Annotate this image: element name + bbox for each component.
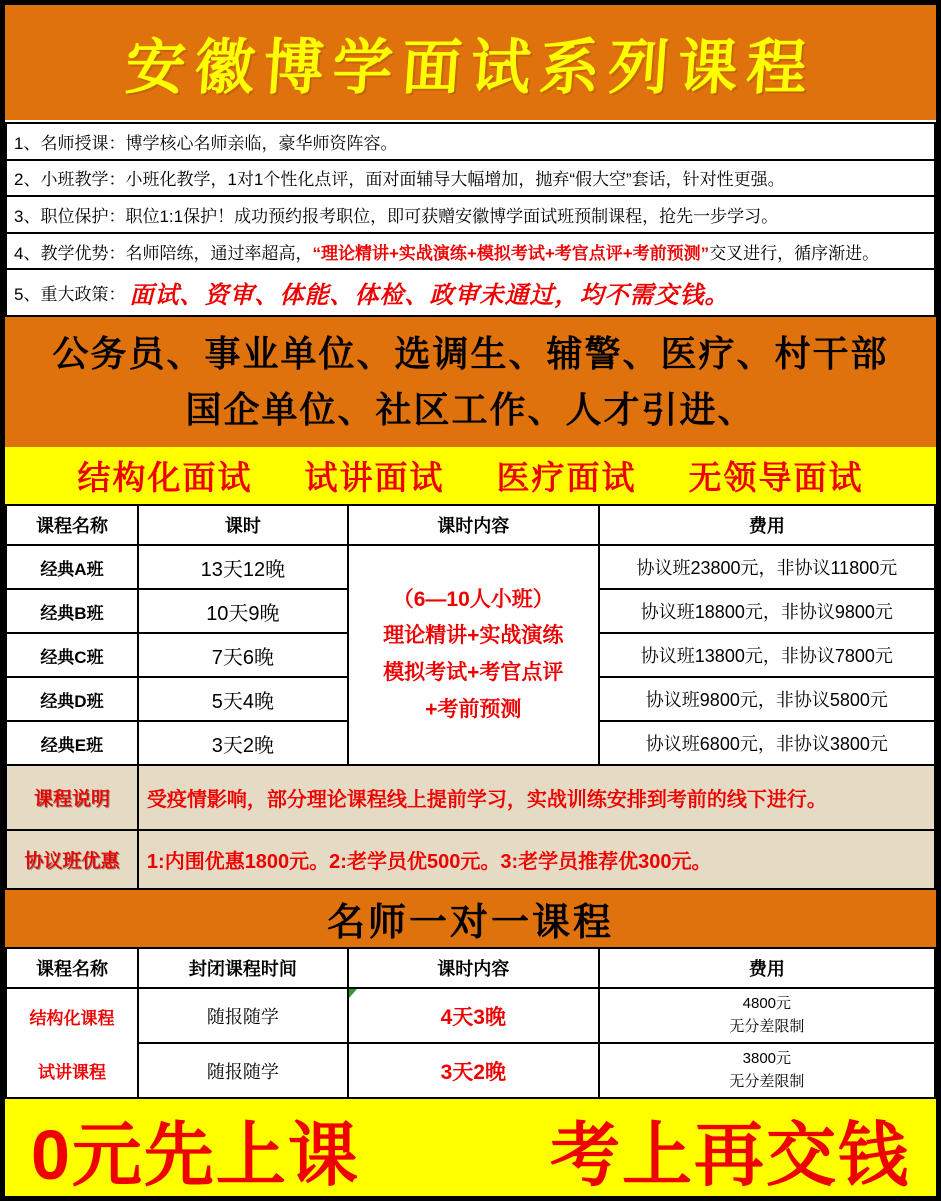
page-title: 安徽博学面试系列课程	[122, 33, 818, 101]
header-banner	[5, 5, 936, 122]
feature-item-3	[5, 195, 936, 232]
course-time: 随报随学	[138, 988, 348, 1043]
course-hours: 7天6晚	[138, 633, 348, 677]
course-content	[348, 988, 599, 1043]
one-on-one-table	[5, 947, 936, 1099]
course-content	[348, 1043, 599, 1098]
header-cell-fee: 费用	[599, 948, 935, 988]
course-fee	[599, 1043, 935, 1098]
feature-text: 4、教学优势：名师陪练，通过率超高，	[14, 243, 313, 263]
course-content-text: 4天3晚	[440, 1005, 506, 1029]
fee-amount: 4800元	[742, 995, 792, 1012]
course-name: 结构化课程	[29, 1008, 115, 1028]
course-name: 经典E班	[6, 721, 138, 765]
feature-item-1	[5, 122, 936, 159]
note-text: 受疫情影响，部分理论课程线上提前学习，实战训练安排到考前的线下进行。	[138, 765, 935, 830]
one-on-one-banner	[5, 890, 936, 947]
feature-item-5	[5, 268, 936, 317]
feature-item-2	[5, 159, 936, 196]
one-on-one-row-1	[6, 988, 935, 1043]
course-fee: 协议班9800元，非协议5800元	[599, 677, 935, 721]
content-line-4: +考前预测	[425, 697, 522, 721]
fee-note: 无分差限制	[729, 1017, 805, 1035]
course-hours: 5天4晚	[138, 677, 348, 721]
note-text: 1:内围优惠1800元。2:老学员优500元。3:老学员推荐优300元。	[138, 830, 935, 889]
note-row-discount	[6, 830, 935, 889]
header-cell-time: 封闭课程时间	[138, 948, 348, 988]
feature-text: 5、重大政策：	[14, 285, 126, 305]
course-fee: 协议班18800元，非协议9800元	[599, 589, 935, 633]
course-hours: 3天2晚	[138, 721, 348, 765]
header-cell-name: 课程名称	[6, 505, 138, 545]
course-fee: 协议班6800元，非协议3800元	[599, 721, 935, 765]
header-cell-hours: 课时	[138, 505, 348, 545]
feature-text: 1、名师授课：博学核心名师亲临，豪华师资阵容。	[14, 133, 398, 153]
course-name: 经典C班	[6, 633, 138, 677]
bottom-banner	[5, 1099, 936, 1200]
table-header-row	[6, 505, 935, 545]
header-cell-content: 课时内容	[348, 948, 599, 988]
course-fee: 协议班13800元，非协议7800元	[599, 633, 935, 677]
course-fee	[599, 988, 935, 1043]
course-hours: 13天12晚	[138, 545, 348, 589]
jobs-line-1: 公务员、事业单位、选调生、辅警、医疗、村干部	[52, 333, 889, 375]
table-header-row	[6, 948, 935, 988]
interview-type-4: 无领导面试	[688, 459, 864, 496]
one-on-one-title: 名师一对一课程	[326, 902, 614, 944]
content-line-2: 理论精讲+实战演练	[383, 624, 564, 648]
course-fee: 协议班23800元，非协议11800元	[599, 545, 935, 589]
note-label: 课程说明	[6, 765, 138, 830]
content-line-3: 模拟考试+考官点评	[383, 661, 564, 684]
course-name: 经典A班	[6, 545, 138, 589]
content-line-1: （6—10人小班）	[392, 587, 554, 611]
interview-type-1: 结构化面试	[77, 459, 253, 496]
feature-text: 3、职位保护：职位1:1保护！成功预约报考职位，即可获赠安徽博学面试班预制课程，抢先一步学习。	[14, 206, 779, 226]
course-content-text: 3天2晚	[440, 1060, 506, 1084]
feature-text-tail: 交叉进行，循序渐进。	[709, 243, 880, 263]
header-cell-name: 课程名称	[6, 948, 138, 988]
course-name: 经典D班	[6, 677, 138, 721]
interview-type-2: 试讲面试	[304, 459, 445, 496]
course-name: 经典B班	[6, 589, 138, 633]
feature-text: 2、小班教学：小班化教学，1对1个性化点评，面对面辅导大幅增加，抛弃“假大空”套话，针对性更强。	[14, 170, 785, 190]
course-name: 试讲课程	[37, 1062, 106, 1082]
interview-types-bar	[5, 447, 936, 504]
jobs-banner	[5, 317, 936, 447]
cell-comment-marker-icon	[349, 989, 357, 998]
bottom-slogan-left: 0元先上课	[31, 1116, 360, 1194]
course-table	[5, 504, 936, 890]
jobs-line-2: 国企单位、社区工作、人才引进、	[185, 389, 756, 430]
feature-highlight: 面试、资审、体能、体检、政审未通过，均不需交钱。	[129, 283, 730, 310]
one-on-one-row-2	[6, 1043, 935, 1098]
fee-note: 无分差限制	[729, 1072, 805, 1090]
header-cell-fee: 费用	[599, 505, 935, 545]
one-on-one-course-names	[6, 988, 138, 1098]
course-content-merged	[348, 545, 599, 765]
course-hours: 10天9晚	[138, 589, 348, 633]
feature-list	[5, 122, 936, 317]
note-row-description	[6, 765, 935, 830]
note-label: 协议班优惠	[6, 830, 138, 889]
fee-amount: 3800元	[742, 1050, 792, 1067]
feature-item-4	[5, 232, 936, 269]
course-time: 随报随学	[138, 1043, 348, 1098]
feature-highlight: “理论精讲+实战演练+模拟考试+考官点评+考前预测”	[312, 243, 710, 263]
course-row-a	[6, 545, 935, 589]
header-cell-content: 课时内容	[348, 505, 599, 545]
interview-type-3: 医疗面试	[496, 459, 637, 496]
bottom-slogan-right: 考上再交钱	[550, 1116, 910, 1194]
